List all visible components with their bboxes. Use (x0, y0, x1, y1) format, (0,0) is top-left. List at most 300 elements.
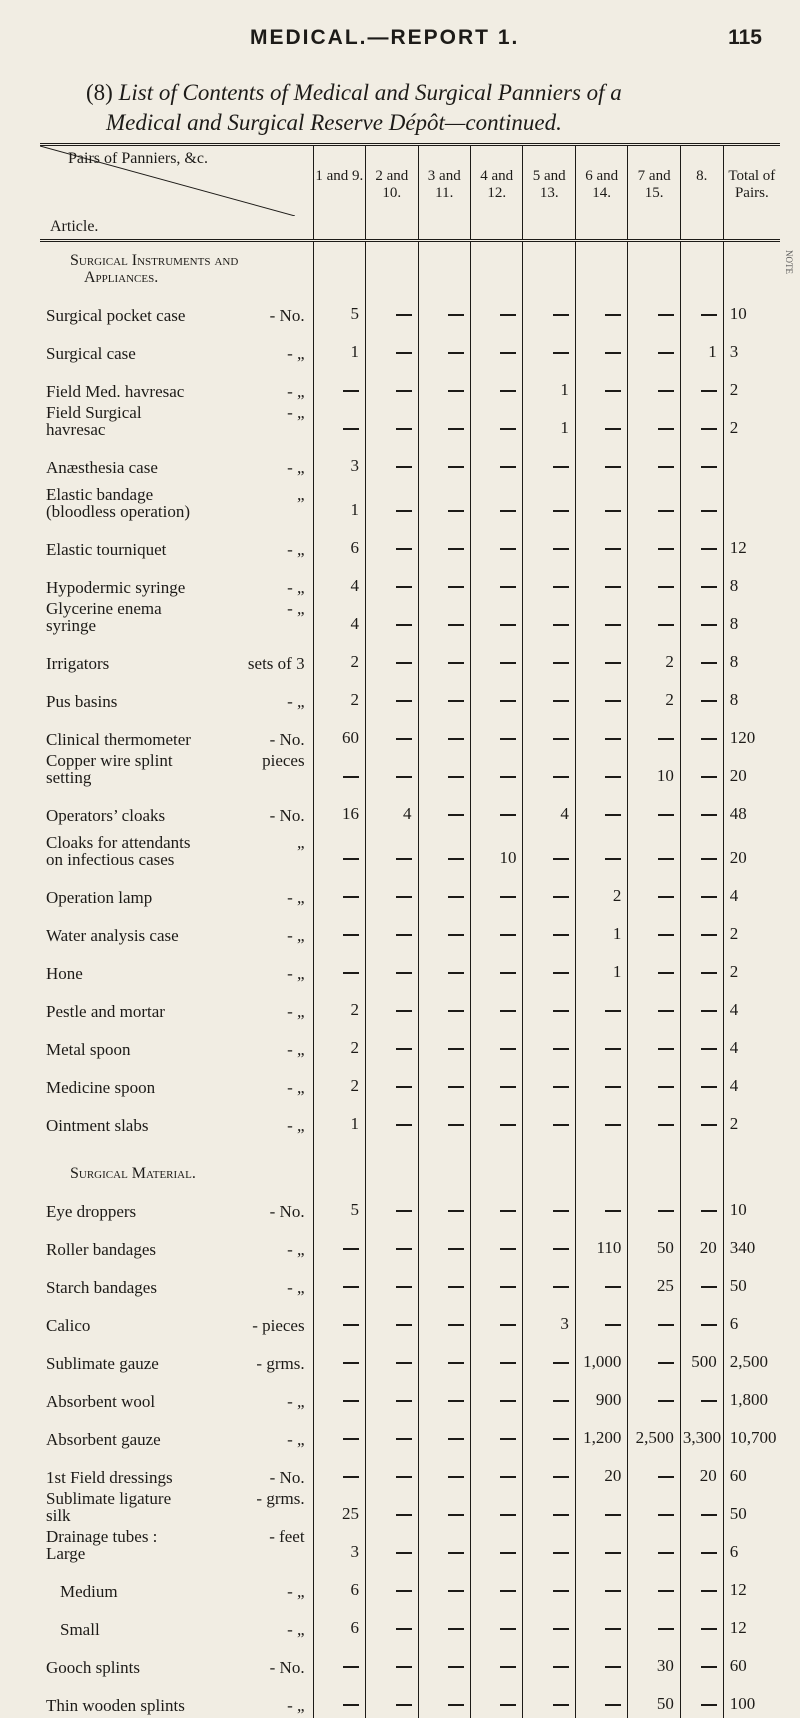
nil-cell (575, 752, 627, 790)
article-cell (40, 1604, 313, 1642)
dash-mark (396, 1124, 412, 1126)
article-cell (40, 366, 313, 404)
nil-cell (418, 1186, 470, 1224)
dash-mark (553, 352, 569, 354)
total-cell: 8 (723, 676, 780, 714)
nil-cell (523, 676, 575, 714)
dash-mark (448, 1010, 464, 1012)
dash-mark (701, 814, 717, 816)
nil-cell (680, 714, 723, 752)
nil-cell (313, 366, 365, 404)
nil-cell (313, 1300, 365, 1338)
panniers-table-wrap (40, 143, 780, 1718)
nil-cell (575, 366, 627, 404)
dash-mark (343, 934, 359, 936)
dash-mark (500, 896, 516, 898)
article-cell (40, 480, 313, 524)
section-heading (40, 241, 313, 291)
nil-cell (470, 442, 522, 480)
article-unit: - No. (270, 1203, 311, 1220)
nil-cell (680, 1680, 723, 1718)
dash-mark (553, 738, 569, 740)
dash-mark (500, 1086, 516, 1088)
article-unit: - No. (270, 1659, 311, 1676)
nil-cell (313, 404, 365, 442)
article-cell (40, 1338, 313, 1376)
nil-cell (366, 1224, 418, 1262)
dash-mark (396, 1362, 412, 1364)
article-unit: - „ (287, 1117, 310, 1134)
nil-cell (418, 290, 470, 328)
dash-mark (396, 1048, 412, 1050)
table-row (40, 404, 780, 442)
article-unit: - „ (287, 965, 310, 982)
dash-mark (605, 1628, 621, 1630)
nil-cell (628, 986, 680, 1024)
article-cell (40, 1490, 313, 1528)
nil-cell (418, 1262, 470, 1300)
table-row (40, 1224, 780, 1262)
nil-cell (680, 872, 723, 910)
dash-mark (605, 1124, 621, 1126)
dash-mark (448, 1362, 464, 1364)
dash-mark (343, 1324, 359, 1326)
nil-cell (313, 910, 365, 948)
dash-mark (448, 1086, 464, 1088)
nil-cell (575, 1566, 627, 1604)
dash-mark (605, 548, 621, 550)
quantity-cell: 50 (628, 1680, 680, 1718)
nil-cell (628, 290, 680, 328)
dash-mark (448, 1400, 464, 1402)
nil-cell (523, 1262, 575, 1300)
dash-mark (701, 1010, 717, 1012)
nil-cell (680, 790, 723, 828)
dash-mark (396, 1514, 412, 1516)
article-cell (40, 328, 313, 366)
nil-cell (470, 638, 522, 676)
dash-mark (701, 972, 717, 974)
dash-mark (396, 934, 412, 936)
dash-mark (701, 934, 717, 936)
dash-mark (396, 1324, 412, 1326)
dash-mark (500, 1590, 516, 1592)
empty-cell (523, 1138, 575, 1186)
quantity-cell: 16 (313, 790, 365, 828)
article-unit: „ (297, 834, 311, 851)
nil-cell (366, 1490, 418, 1528)
col-header: 2 and 10. (366, 145, 418, 241)
article-name: Eye droppers (46, 1203, 196, 1220)
nil-cell (366, 1376, 418, 1414)
quantity-cell: 2 (313, 676, 365, 714)
nil-cell (313, 1338, 365, 1376)
quantity-cell: 25 (628, 1262, 680, 1300)
nil-cell (418, 752, 470, 790)
total-cell: 12 (723, 524, 780, 562)
quantity-cell: 500 (680, 1338, 723, 1376)
quantity-cell: 4 (313, 562, 365, 600)
article-cell (40, 1528, 313, 1566)
nil-cell (470, 872, 522, 910)
dash-mark (701, 624, 717, 626)
dash-mark (701, 1286, 717, 1288)
table-caption (86, 78, 766, 138)
table-row (40, 1262, 780, 1300)
dash-mark (605, 1590, 621, 1592)
dash-mark (553, 1552, 569, 1554)
dash-mark (701, 1666, 717, 1668)
dash-mark (701, 1590, 717, 1592)
dash-mark (500, 934, 516, 936)
nil-cell (575, 1680, 627, 1718)
dash-mark (701, 776, 717, 778)
empty-cell (313, 241, 365, 291)
nil-cell (628, 328, 680, 366)
article-name: Water analysis case (46, 927, 196, 944)
nil-cell (470, 1452, 522, 1490)
dash-mark (658, 1476, 674, 1478)
dash-mark (343, 390, 359, 392)
dash-mark (658, 1010, 674, 1012)
table-row (40, 790, 780, 828)
article-name: Hypodermic syringe (46, 579, 196, 596)
nil-cell (470, 562, 522, 600)
nil-cell (575, 524, 627, 562)
nil-cell (523, 638, 575, 676)
dash-mark (343, 1362, 359, 1364)
dash-mark (448, 428, 464, 430)
section-heading-line2: Appliances. (70, 269, 158, 286)
nil-cell (366, 328, 418, 366)
dash-mark (396, 1552, 412, 1554)
table-row (40, 290, 780, 328)
article-unit: - „ (287, 1583, 310, 1600)
nil-cell (418, 872, 470, 910)
nil-cell (470, 1604, 522, 1642)
dash-mark (396, 428, 412, 430)
table-row (40, 1062, 780, 1100)
nil-cell (523, 562, 575, 600)
dash-mark (658, 510, 674, 512)
section-heading-row (40, 1138, 780, 1186)
dash-mark (553, 1400, 569, 1402)
article-name: Pus basins (46, 693, 196, 710)
dash-mark (343, 1286, 359, 1288)
nil-cell (418, 676, 470, 714)
quantity-cell: 20 (680, 1224, 723, 1262)
col-header: 5 and 13. (523, 145, 575, 241)
nil-cell (575, 404, 627, 442)
nil-cell (313, 1262, 365, 1300)
dash-mark (701, 1048, 717, 1050)
quantity-cell: 1,000 (575, 1338, 627, 1376)
dash-mark (605, 624, 621, 626)
nil-cell (366, 638, 418, 676)
nil-cell (523, 1680, 575, 1718)
nil-cell (523, 1100, 575, 1138)
nil-cell (628, 1566, 680, 1604)
nil-cell (628, 1376, 680, 1414)
empty-cell (366, 241, 418, 291)
article-name: Starch bandages (46, 1279, 196, 1296)
table-row (40, 1566, 780, 1604)
article-name: Glycerine enema syringe (46, 600, 196, 634)
nil-cell (418, 1062, 470, 1100)
dash-mark (658, 1124, 674, 1126)
article-unit: - No. (270, 731, 311, 748)
dash-mark (448, 662, 464, 664)
total-cell: 3 (723, 328, 780, 366)
dash-mark (553, 972, 569, 974)
quantity-cell: 900 (575, 1376, 627, 1414)
article-unit: - „ (287, 1393, 310, 1410)
section-heading-line1: Surgical Instruments and (70, 252, 238, 269)
nil-cell (366, 404, 418, 442)
nil-cell (313, 1414, 365, 1452)
article-cell (40, 872, 313, 910)
nil-cell (366, 828, 418, 872)
panniers-table (40, 143, 780, 1718)
dash-mark (658, 1048, 674, 1050)
nil-cell (470, 714, 522, 752)
dash-mark (605, 1704, 621, 1706)
dash-mark (396, 1210, 412, 1212)
dash-mark (553, 1476, 569, 1478)
nil-cell (628, 1024, 680, 1062)
nil-cell (366, 562, 418, 600)
nil-cell (575, 480, 627, 524)
nil-cell (575, 1642, 627, 1680)
dash-mark (605, 1666, 621, 1668)
article-name: Field Med. havresac (46, 383, 196, 400)
article-unit: - „ (287, 600, 310, 617)
quantity-cell: 1 (680, 328, 723, 366)
nil-cell (366, 290, 418, 328)
nil-cell (418, 524, 470, 562)
quantity-cell: 1 (575, 910, 627, 948)
dash-mark (605, 738, 621, 740)
article-name: Irrigators (46, 655, 196, 672)
dash-mark (605, 1552, 621, 1554)
dash-mark (605, 352, 621, 354)
nil-cell (470, 1224, 522, 1262)
quantity-cell: 3 (523, 1300, 575, 1338)
nil-cell (418, 638, 470, 676)
nil-cell (575, 714, 627, 752)
pairs-header-label: Pairs of Panniers, &c. (68, 150, 208, 167)
dash-mark (701, 1704, 717, 1706)
dash-mark (658, 896, 674, 898)
nil-cell (418, 1490, 470, 1528)
article-cell (40, 1024, 313, 1062)
article-name: Surgical case (46, 345, 196, 362)
nil-cell (313, 828, 365, 872)
dash-mark (396, 548, 412, 550)
dash-mark (701, 548, 717, 550)
dash-mark (343, 1666, 359, 1668)
nil-cell (628, 790, 680, 828)
table-row (40, 1414, 780, 1452)
dash-mark (448, 972, 464, 974)
nil-cell (313, 1680, 365, 1718)
empty-cell (680, 1138, 723, 1186)
table-row (40, 1186, 780, 1224)
nil-cell (366, 1528, 418, 1566)
article-name: Clinical thermometer (46, 731, 196, 748)
dash-mark (396, 1438, 412, 1440)
article-unit: - „ (287, 459, 310, 476)
dash-mark (553, 548, 569, 550)
dash-mark (553, 1248, 569, 1250)
article-cell (40, 1452, 313, 1490)
article-cell (40, 910, 313, 948)
nil-cell (680, 638, 723, 676)
nil-cell (523, 1024, 575, 1062)
dash-mark (500, 1628, 516, 1630)
total-cell: 4 (723, 1024, 780, 1062)
dash-mark (553, 1704, 569, 1706)
total-cell (723, 480, 780, 524)
col-header: 6 and 14. (575, 145, 627, 241)
dash-mark (658, 428, 674, 430)
nil-cell (418, 910, 470, 948)
quantity-cell: 6 (313, 524, 365, 562)
col-header: 8. (680, 145, 723, 241)
nil-cell (523, 872, 575, 910)
dash-mark (448, 1552, 464, 1554)
nil-cell (680, 1300, 723, 1338)
article-unit: - „ (287, 889, 310, 906)
nil-cell (575, 290, 627, 328)
dash-mark (658, 1086, 674, 1088)
nil-cell (680, 1186, 723, 1224)
dash-mark (396, 1476, 412, 1478)
nil-cell (470, 1414, 522, 1452)
article-name: Roller bandages (46, 1241, 196, 1258)
dash-mark (500, 1010, 516, 1012)
nil-cell (680, 1376, 723, 1414)
quantity-cell: 5 (313, 290, 365, 328)
quantity-cell: 3 (313, 442, 365, 480)
table-row (40, 872, 780, 910)
quantity-cell: 4 (523, 790, 575, 828)
total-cell: 12 (723, 1604, 780, 1642)
total-cell: 2 (723, 404, 780, 442)
nil-cell (628, 600, 680, 638)
dash-mark (701, 390, 717, 392)
table-row (40, 1338, 780, 1376)
dash-mark (553, 1048, 569, 1050)
article-name: Operators’ cloaks (46, 807, 196, 824)
dash-mark (396, 314, 412, 316)
article-unit: - No. (270, 807, 311, 824)
dash-mark (500, 1124, 516, 1126)
article-name: Gooch splints (46, 1659, 196, 1676)
nil-cell (366, 752, 418, 790)
quantity-cell: 2 (313, 1062, 365, 1100)
nil-cell (628, 1062, 680, 1100)
nil-cell (418, 366, 470, 404)
article-name: Cloaks for attendants on infectious cases (46, 834, 196, 868)
nil-cell (313, 1376, 365, 1414)
article-cell (40, 1062, 313, 1100)
article-unit: „ (297, 486, 311, 503)
article-name: Field Surgical havresac (46, 404, 196, 438)
nil-cell (628, 1100, 680, 1138)
dash-mark (396, 1010, 412, 1012)
dash-mark (500, 314, 516, 316)
total-cell: 50 (723, 1262, 780, 1300)
table-row (40, 1680, 780, 1718)
article-unit: pieces (262, 752, 310, 769)
nil-cell (628, 442, 680, 480)
dash-mark (658, 1210, 674, 1212)
dash-mark (396, 1590, 412, 1592)
article-name: Hone (46, 965, 196, 982)
dash-mark (701, 662, 717, 664)
empty-cell (470, 241, 522, 291)
dash-mark (701, 1324, 717, 1326)
total-cell: 4 (723, 986, 780, 1024)
nil-cell (418, 1414, 470, 1452)
nil-cell (470, 1100, 522, 1138)
dash-mark (658, 1552, 674, 1554)
article-cell (40, 404, 313, 442)
dash-mark (701, 1086, 717, 1088)
dash-mark (500, 548, 516, 550)
dash-mark (396, 586, 412, 588)
total-cell: 1,800 (723, 1376, 780, 1414)
nil-cell (680, 562, 723, 600)
nil-cell (523, 948, 575, 986)
dash-mark (553, 1590, 569, 1592)
section-heading-line1: Surgical Material. (70, 1165, 196, 1182)
article-unit: - „ (287, 345, 310, 362)
table-row (40, 714, 780, 752)
dash-mark (396, 896, 412, 898)
nil-cell (680, 1100, 723, 1138)
nil-cell (680, 1566, 723, 1604)
dash-mark (553, 1010, 569, 1012)
quantity-cell: 4 (313, 600, 365, 638)
article-cell (40, 638, 313, 676)
nil-cell (418, 600, 470, 638)
nil-cell (366, 1604, 418, 1642)
article-name: 1st Field dressings (46, 1469, 196, 1486)
table-row (40, 948, 780, 986)
table-row (40, 600, 780, 638)
empty-cell (523, 241, 575, 291)
nil-cell (366, 1024, 418, 1062)
nil-cell (470, 328, 522, 366)
header-row (40, 145, 780, 241)
quantity-cell: 2 (313, 986, 365, 1024)
nil-cell (680, 986, 723, 1024)
dash-mark (448, 1590, 464, 1592)
nil-cell (470, 1528, 522, 1566)
quantity-cell: 2 (313, 1024, 365, 1062)
caption-number: (8) (86, 80, 113, 105)
dash-mark (605, 662, 621, 664)
nil-cell (470, 1566, 522, 1604)
article-unit: - „ (287, 1279, 310, 1296)
dash-mark (448, 1704, 464, 1706)
dash-mark (658, 814, 674, 816)
article-cell (40, 986, 313, 1024)
nil-cell (366, 1414, 418, 1452)
nil-cell (470, 910, 522, 948)
